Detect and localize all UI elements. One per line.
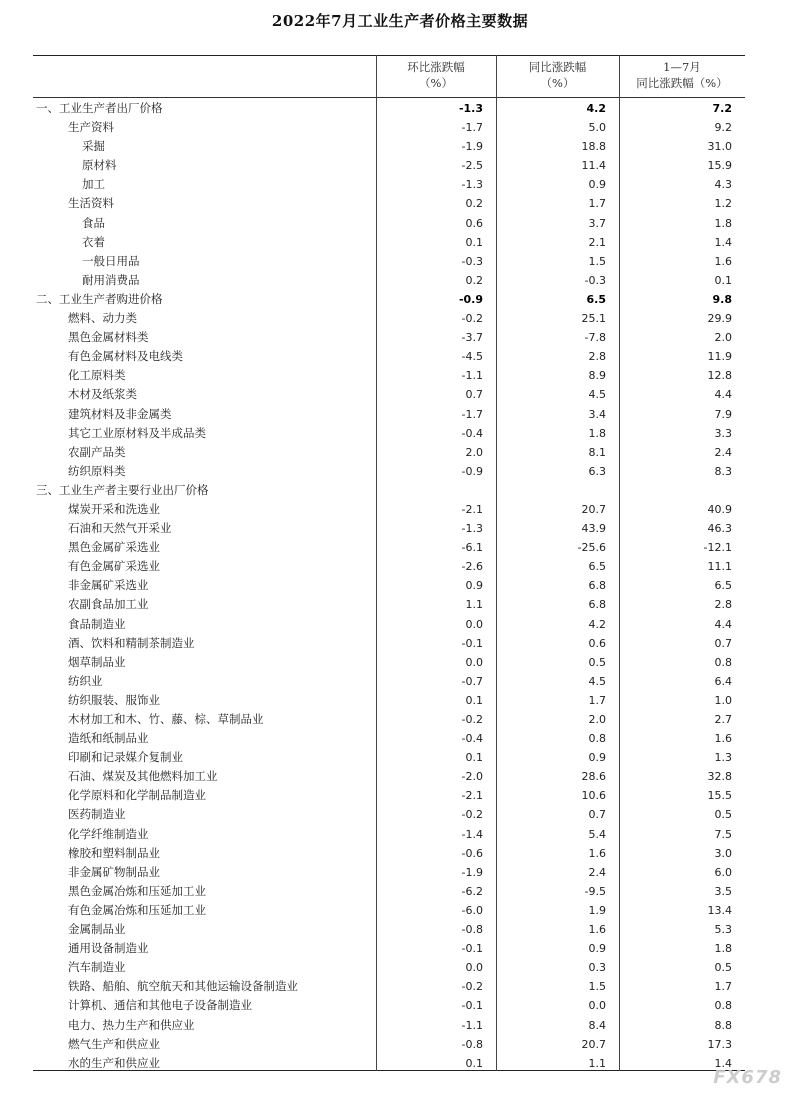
row-ytd-value: 31.0 xyxy=(707,140,732,154)
row-label: 食品制造业 xyxy=(68,616,126,631)
row-ytd-value: 1.6 xyxy=(714,732,732,746)
row-label: 一、工业生产者出厂价格 xyxy=(36,101,163,115)
row-ytd-value: 1.4 xyxy=(714,235,732,249)
table-row xyxy=(33,958,745,977)
row-yoy-value: 10.6 xyxy=(581,789,606,803)
row-ytd-value: 0.8 xyxy=(714,999,732,1013)
row-yoy-value: -9.5 xyxy=(584,884,606,898)
row-label: 石油、煤炭及其他燃料加工业 xyxy=(68,769,218,784)
row-mom-value: -0.1 xyxy=(461,942,483,956)
row-ytd-value: 0.5 xyxy=(714,808,732,822)
row-ytd-value: 6.5 xyxy=(714,579,732,593)
table-row xyxy=(33,615,745,634)
row-ytd-value: 17.3 xyxy=(707,1037,732,1051)
row-label: 黑色金属材料类 xyxy=(68,330,149,345)
table-row xyxy=(33,137,745,156)
row-label: 其它工业原材料及半成品类 xyxy=(68,425,206,440)
row-ytd-value: 2.8 xyxy=(714,598,732,612)
table-row xyxy=(33,405,745,424)
table-row xyxy=(33,729,745,748)
row-mom-value: -0.2 xyxy=(461,312,483,326)
table-row xyxy=(33,576,745,595)
row-label: 燃气生产和供应业 xyxy=(68,1036,160,1051)
row-ytd-value: 5.3 xyxy=(714,923,732,937)
row-ytd-value: 4.4 xyxy=(714,617,732,631)
table-row xyxy=(33,538,745,557)
row-yoy-value: 43.9 xyxy=(581,522,606,536)
row-ytd-value: 9.2 xyxy=(714,121,732,135)
row-yoy-value: 11.4 xyxy=(581,159,606,173)
table-row xyxy=(33,786,745,805)
row-yoy-value: 1.8 xyxy=(588,426,606,440)
header-mom-line1: 环比涨跌幅 xyxy=(407,60,465,74)
table-row xyxy=(33,500,745,519)
row-mom-value: -0.1 xyxy=(461,999,483,1013)
row-mom-value: -0.9 xyxy=(461,464,483,478)
row-label: 黑色金属矿采选业 xyxy=(68,540,160,555)
table-row xyxy=(33,328,745,347)
row-label: 金属制品业 xyxy=(68,922,126,937)
row-mom-value: -1.1 xyxy=(461,1018,483,1032)
row-label: 电力、热力生产和供应业 xyxy=(68,1017,195,1032)
row-ytd-value: 7.5 xyxy=(714,827,732,841)
row-mom-value: 0.0 xyxy=(465,617,483,631)
row-mom-value: -1.7 xyxy=(461,407,483,421)
table-row xyxy=(33,710,745,729)
table-row xyxy=(33,519,745,538)
row-label: 有色金属材料及电线类 xyxy=(68,349,183,364)
row-yoy-value: 1.6 xyxy=(588,923,606,937)
row-yoy-value: 0.9 xyxy=(588,942,606,956)
table-top-rule xyxy=(33,55,745,56)
row-yoy-value: -25.6 xyxy=(577,541,606,555)
row-ytd-value: 6.4 xyxy=(714,674,732,688)
row-ytd-value: 2.7 xyxy=(714,713,732,726)
table-row xyxy=(33,977,745,996)
row-mom-value: 1.1 xyxy=(465,598,483,612)
row-yoy-value: 6.8 xyxy=(588,579,606,593)
row-yoy-value: 6.5 xyxy=(586,292,606,306)
row-mom-value: -0.9 xyxy=(458,292,483,306)
row-yoy-value: 5.4 xyxy=(588,827,606,841)
table-row xyxy=(33,805,745,824)
row-mom-value: -0.1 xyxy=(461,636,483,650)
table-row xyxy=(33,214,745,233)
table-row xyxy=(33,99,745,118)
header-ytd-line1: 1—7月 xyxy=(663,60,701,74)
row-mom-value: 0.2 xyxy=(465,273,483,287)
row-yoy-value: 8.9 xyxy=(588,369,606,383)
row-ytd-value: 40.9 xyxy=(707,502,732,516)
row-ytd-value: 7.2 xyxy=(712,102,732,115)
row-label: 通用设备制造业 xyxy=(68,941,149,956)
page-title: 2022年7月工业生产者价格主要数据 xyxy=(271,12,529,30)
row-label: 木材加工和木、竹、藤、棕、草制品业 xyxy=(68,712,264,726)
row-mom-value: -0.2 xyxy=(461,713,483,726)
row-ytd-value: 1.2 xyxy=(714,197,732,211)
header-mom-line2: （%） xyxy=(419,76,453,90)
row-label: 印刷和记录媒介复制业 xyxy=(68,750,183,765)
row-yoy-value: 1.5 xyxy=(588,254,606,268)
row-mom-value: -1.7 xyxy=(461,121,483,135)
row-label: 耐用消费品 xyxy=(82,272,140,287)
table-body xyxy=(33,99,745,1073)
row-ytd-value: 1.3 xyxy=(714,751,732,765)
row-ytd-value: 12.8 xyxy=(707,369,732,383)
table-row xyxy=(33,385,745,404)
row-label: 水的生产和供应业 xyxy=(68,1055,160,1070)
row-mom-value: -1.3 xyxy=(458,102,483,115)
header-yoy-line2: （%） xyxy=(540,76,575,90)
row-label: 酒、饮料和精制茶制造业 xyxy=(68,635,195,650)
table-row xyxy=(33,595,745,614)
row-yoy-value: 3.7 xyxy=(588,216,606,230)
row-label: 农副产品类 xyxy=(68,444,126,459)
table-row xyxy=(33,863,745,882)
row-ytd-value: 0.5 xyxy=(714,961,732,975)
row-label: 建筑材料及非金属类 xyxy=(68,406,172,421)
table-row xyxy=(33,996,745,1015)
row-yoy-value: 2.8 xyxy=(588,350,606,364)
row-ytd-value: 8.8 xyxy=(714,1018,732,1032)
table-row xyxy=(33,309,745,328)
row-label: 农副食品加工业 xyxy=(68,597,149,612)
row-yoy-value: 8.1 xyxy=(588,445,606,459)
row-ytd-value: -12.1 xyxy=(703,541,732,555)
row-ytd-value: 0.7 xyxy=(714,636,732,650)
row-yoy-value: 0.0 xyxy=(588,999,606,1013)
row-mom-value: -6.1 xyxy=(461,541,483,555)
table-row xyxy=(33,825,745,844)
table-row xyxy=(33,366,745,385)
row-label: 生活资料 xyxy=(68,196,114,211)
row-ytd-value: 46.3 xyxy=(707,522,732,536)
table-row xyxy=(33,557,745,576)
row-label: 医药制造业 xyxy=(68,807,126,822)
row-ytd-value: 0.1 xyxy=(714,273,732,287)
row-ytd-value: 1.7 xyxy=(714,980,732,994)
row-label: 有色金属冶炼和压延加工业 xyxy=(68,902,206,917)
row-yoy-value: -0.3 xyxy=(584,273,606,287)
row-label: 纺织业 xyxy=(68,673,103,688)
row-label: 烟草制品业 xyxy=(68,654,126,669)
row-label: 生产资料 xyxy=(68,120,114,135)
row-label: 化学纤维制造业 xyxy=(68,826,149,841)
row-mom-value: -0.8 xyxy=(461,923,483,937)
row-yoy-value: 4.2 xyxy=(586,102,606,115)
row-ytd-value: 7.9 xyxy=(714,407,732,421)
row-mom-value: 2.0 xyxy=(465,445,483,459)
row-ytd-value: 3.3 xyxy=(714,426,732,440)
row-mom-value: 0.0 xyxy=(465,655,483,669)
row-ytd-value: 6.0 xyxy=(714,865,732,879)
row-mom-value: -6.0 xyxy=(461,903,483,917)
row-ytd-value: 13.4 xyxy=(707,903,732,917)
table-row xyxy=(33,443,745,462)
row-mom-value: -1.3 xyxy=(461,522,483,536)
row-ytd-value: 1.0 xyxy=(714,693,732,707)
row-yoy-value: 4.2 xyxy=(588,617,606,631)
row-label: 化工原料类 xyxy=(68,368,126,383)
row-yoy-value: 0.6 xyxy=(588,636,606,650)
row-ytd-value: 29.9 xyxy=(707,312,732,326)
row-label: 二、工业生产者购进价格 xyxy=(36,291,163,306)
row-yoy-value: -7.8 xyxy=(584,331,606,345)
row-mom-value: -1.3 xyxy=(461,178,483,192)
row-yoy-value: 3.4 xyxy=(588,407,606,421)
row-label: 衣着 xyxy=(82,234,105,249)
row-label: 纺织服装、服饰业 xyxy=(68,692,160,707)
row-yoy-value: 1.9 xyxy=(588,903,606,917)
row-mom-value: 0.1 xyxy=(465,1056,483,1070)
row-mom-value: -1.1 xyxy=(461,369,483,383)
table-row xyxy=(33,653,745,672)
table-row xyxy=(33,194,745,213)
table-row xyxy=(33,920,745,939)
row-mom-value: 0.0 xyxy=(465,961,483,975)
table-row xyxy=(33,347,745,366)
row-ytd-value: 9.8 xyxy=(712,292,732,306)
row-mom-value: 0.1 xyxy=(465,751,483,765)
row-mom-value: -0.4 xyxy=(461,426,483,440)
row-yoy-value: 5.0 xyxy=(588,121,606,135)
table-row xyxy=(33,672,745,691)
table-row xyxy=(33,748,745,767)
row-label: 燃料、动力类 xyxy=(68,311,137,326)
table-row xyxy=(33,1016,745,1035)
table-row xyxy=(33,767,745,786)
row-yoy-value: 6.5 xyxy=(588,560,606,574)
row-label: 计算机、通信和其他电子设备制造业 xyxy=(68,998,252,1013)
header-yoy xyxy=(496,59,619,95)
row-ytd-value: 11.1 xyxy=(707,560,732,574)
row-label: 采掘 xyxy=(82,139,105,154)
row-mom-value: -1.4 xyxy=(461,827,483,841)
table-row xyxy=(33,462,745,481)
row-ytd-value: 1.8 xyxy=(714,216,732,230)
row-yoy-value: 0.3 xyxy=(588,961,606,975)
row-yoy-value: 0.7 xyxy=(588,808,606,822)
row-ytd-value: 1.8 xyxy=(714,942,732,956)
table-row xyxy=(33,290,745,309)
row-label: 石油和天然气开采业 xyxy=(68,521,172,536)
row-ytd-value: 4.4 xyxy=(714,388,732,402)
table-row xyxy=(33,252,745,271)
table-row xyxy=(33,481,745,500)
row-yoy-value: 0.8 xyxy=(588,732,606,746)
table-row xyxy=(33,1054,745,1073)
table-row xyxy=(33,156,745,175)
row-mom-value: -0.3 xyxy=(461,254,483,268)
row-yoy-value: 4.5 xyxy=(588,674,606,688)
table-row xyxy=(33,1035,745,1054)
row-mom-value: -1.9 xyxy=(461,140,483,154)
row-mom-value: -3.7 xyxy=(461,331,483,345)
row-ytd-value: 2.0 xyxy=(714,331,732,345)
table-row xyxy=(33,901,745,920)
row-yoy-value: 6.3 xyxy=(588,464,606,478)
table-row xyxy=(33,271,745,290)
table-row xyxy=(33,233,745,252)
table-header-rule xyxy=(33,97,745,98)
row-label: 有色金属矿采选业 xyxy=(68,559,160,574)
row-mom-value: -0.7 xyxy=(461,674,483,688)
row-mom-value: 0.6 xyxy=(465,216,483,230)
row-mom-value: -6.2 xyxy=(461,884,483,898)
row-yoy-value: 20.7 xyxy=(581,1037,606,1051)
row-ytd-value: 15.5 xyxy=(707,789,732,803)
row-label: 造纸和纸制品业 xyxy=(68,731,149,746)
row-mom-value: -2.1 xyxy=(461,789,483,803)
row-label: 黑色金属冶炼和压延加工业 xyxy=(68,883,206,898)
row-label: 三、工业生产者主要行业出厂价格 xyxy=(36,482,209,497)
row-ytd-value: 1.6 xyxy=(714,254,732,268)
row-yoy-value: 4.5 xyxy=(588,388,606,402)
row-mom-value: -2.1 xyxy=(461,502,483,516)
row-mom-value: -0.6 xyxy=(461,846,483,860)
table-row xyxy=(33,844,745,863)
row-yoy-value: 18.8 xyxy=(581,140,606,154)
row-yoy-value: 1.7 xyxy=(588,197,606,211)
row-yoy-value: 1.5 xyxy=(588,980,606,994)
row-yoy-value: 2.1 xyxy=(588,235,606,249)
row-label: 橡胶和塑料制品业 xyxy=(68,845,160,860)
table-row xyxy=(33,175,745,194)
row-yoy-value: 1.1 xyxy=(588,1056,606,1070)
row-label: 化学原料和化学制品制造业 xyxy=(68,788,206,803)
header-ytd xyxy=(619,59,745,95)
row-yoy-value: 28.6 xyxy=(581,770,606,784)
row-ytd-value: 4.3 xyxy=(714,178,732,192)
row-ytd-value: 11.9 xyxy=(707,350,732,364)
row-mom-value: 0.1 xyxy=(465,235,483,249)
row-label: 汽车制造业 xyxy=(68,960,126,975)
row-ytd-value: 3.5 xyxy=(714,884,732,898)
row-mom-value: -0.2 xyxy=(461,808,483,822)
row-ytd-value: 32.8 xyxy=(707,770,732,784)
table-row xyxy=(33,424,745,443)
row-ytd-value: 1.4 xyxy=(714,1056,732,1070)
row-mom-value: 0.2 xyxy=(465,197,483,211)
row-label: 加工 xyxy=(82,177,105,192)
row-mom-value: -2.6 xyxy=(461,560,483,574)
row-yoy-value: 8.4 xyxy=(588,1018,606,1032)
table-row xyxy=(33,691,745,710)
row-ytd-value: 2.4 xyxy=(714,445,732,459)
row-yoy-value: 0.9 xyxy=(588,178,606,192)
row-ytd-value: 15.9 xyxy=(707,159,732,173)
row-label: 非金属矿采选业 xyxy=(68,578,149,593)
row-mom-value: 0.1 xyxy=(465,693,483,707)
row-label: 一般日用品 xyxy=(82,253,140,268)
row-label: 铁路、船舶、航空航天和其他运输设备制造业 xyxy=(68,979,298,994)
row-mom-value: -1.9 xyxy=(461,865,483,879)
row-label: 原材料 xyxy=(82,158,117,173)
header-yoy-line1: 同比涨跌幅 xyxy=(528,60,587,74)
table-row xyxy=(33,118,745,137)
row-label: 非金属矿物制品业 xyxy=(68,864,160,879)
table-row xyxy=(33,882,745,901)
row-yoy-value: 1.6 xyxy=(588,846,606,860)
row-ytd-value: 3.0 xyxy=(714,846,732,860)
row-ytd-value: 0.8 xyxy=(714,655,732,669)
row-yoy-value: 2.4 xyxy=(588,865,606,879)
row-mom-value: 0.7 xyxy=(465,388,483,402)
row-label: 纺织原料类 xyxy=(68,463,126,478)
row-label: 食品 xyxy=(82,215,105,230)
row-yoy-value: 0.9 xyxy=(588,751,606,765)
row-yoy-value: 1.7 xyxy=(588,693,606,707)
row-ytd-value: 8.3 xyxy=(714,464,732,478)
row-yoy-value: 2.0 xyxy=(588,713,606,726)
table-row xyxy=(33,939,745,958)
row-mom-value: -0.8 xyxy=(461,1037,483,1051)
watermark-logo: FX678 xyxy=(713,1067,782,1088)
row-mom-value: -4.5 xyxy=(461,350,483,364)
row-yoy-value: 20.7 xyxy=(581,502,606,516)
row-label: 木材及纸浆类 xyxy=(68,387,137,402)
header-mom xyxy=(376,59,496,95)
row-mom-value: -0.4 xyxy=(461,732,483,746)
row-mom-value: -2.0 xyxy=(461,770,483,784)
header-ytd-line2: 同比涨跌幅（%） xyxy=(636,76,728,90)
row-mom-value: 0.9 xyxy=(465,579,483,593)
row-yoy-value: 25.1 xyxy=(581,312,606,326)
table-row xyxy=(33,634,745,653)
row-yoy-value: 6.8 xyxy=(588,598,606,612)
row-yoy-value: 0.5 xyxy=(588,655,606,669)
row-label: 煤炭开采和洗选业 xyxy=(68,501,160,516)
row-mom-value: -0.2 xyxy=(461,980,483,994)
row-mom-value: -2.5 xyxy=(461,159,483,173)
